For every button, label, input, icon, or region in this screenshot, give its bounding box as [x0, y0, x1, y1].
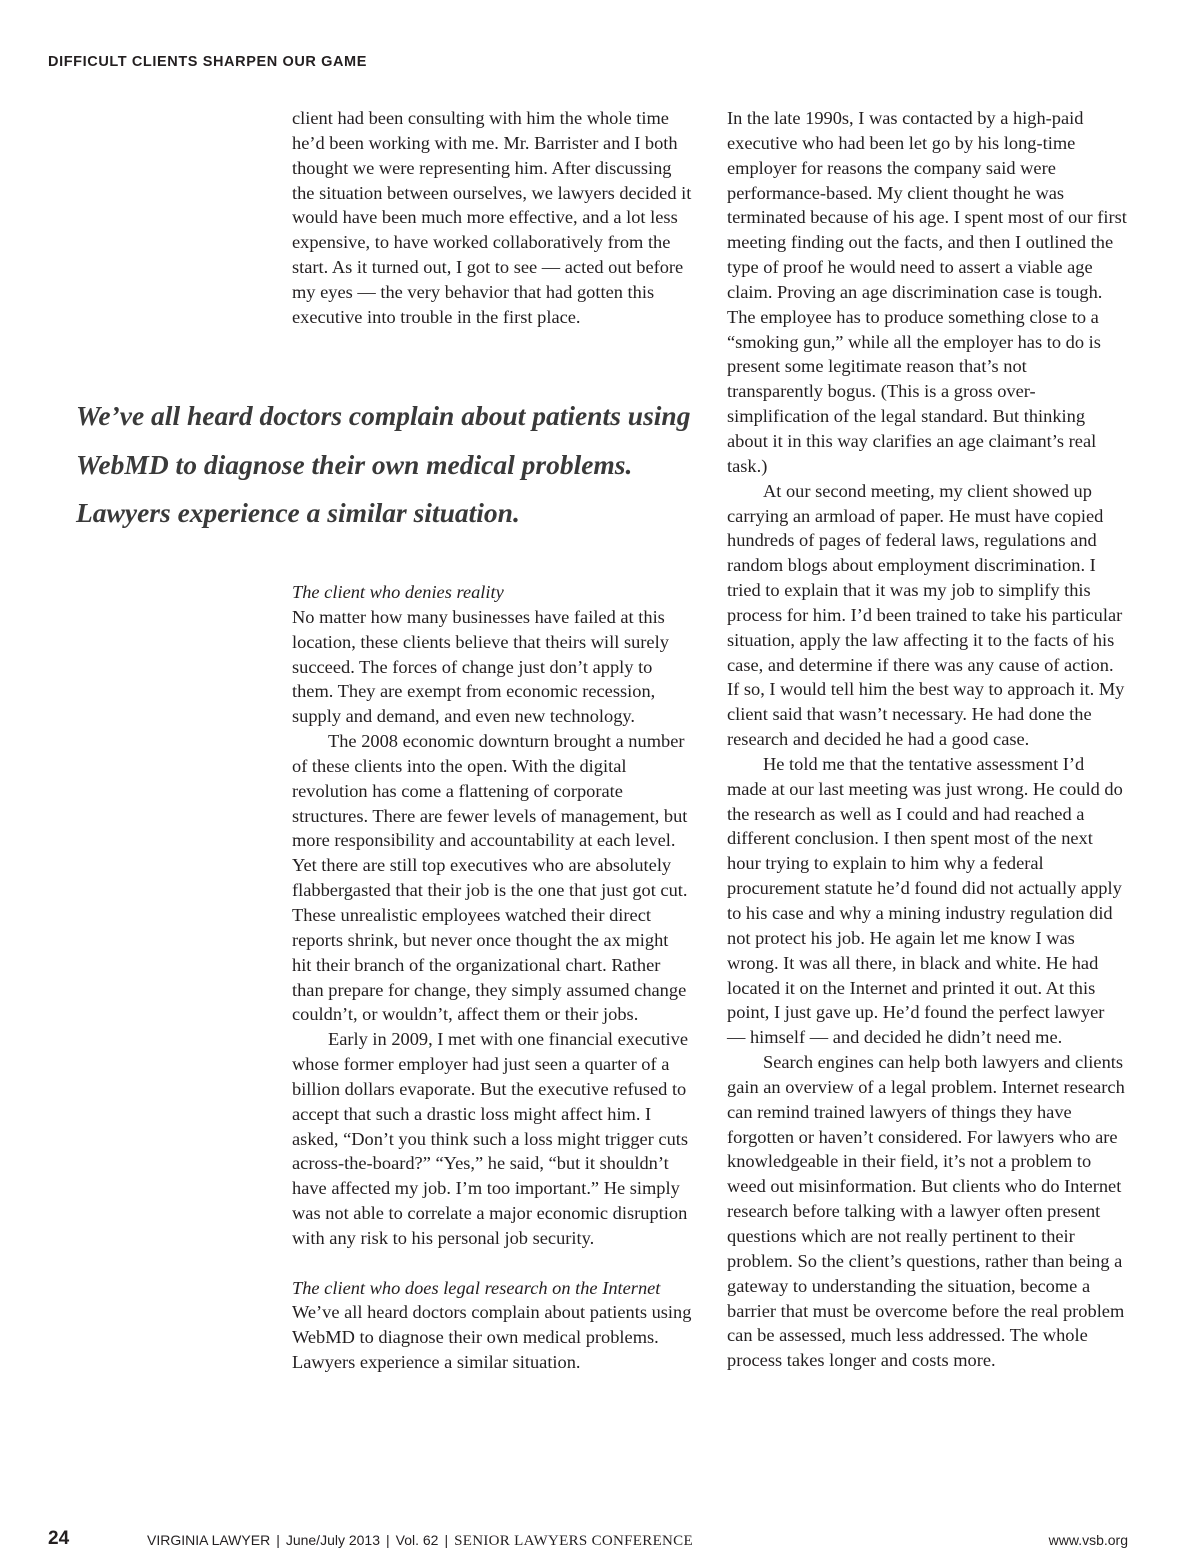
section-heading-internet-research: The client who does legal research on the Internet — [292, 1277, 661, 1298]
issue-date: June/July 2013 — [285, 1532, 381, 1548]
separator: | — [276, 1532, 280, 1548]
paragraph: The 2008 economic downturn brought a number of these clients into the open. With the digital revolution has come a flattening of corporate structures. There are fewer levels of management, but more responsibility and accountability at each level. Yet there are still top executives who are absolutely flabbergasted that their job is the one that just got cut. These unrealistic employees watched their direct reports shrink, but never once thought the ax might hit their branch of the organizational chart. Rather than prepare for change, they simply assumed change couldn’t, or wouldn’t, affect them or their jobs. — [292, 731, 688, 1025]
column-left-top — [292, 106, 692, 330]
separator: | — [444, 1532, 449, 1548]
publication-line — [147, 1532, 693, 1550]
spacer — [292, 1251, 692, 1276]
section-name: SENIOR LAWYERS CONFERENCE — [454, 1533, 693, 1549]
page-number: 24 — [48, 1528, 70, 1549]
volume: Vol. 62 — [395, 1532, 439, 1548]
pull-quote: We’ve all heard doctors complain about patients using WebMD to diagnose their own medical problems. Lawyers experience a similar situation. — [76, 400, 691, 528]
page-footer — [48, 1528, 1128, 1554]
paragraph: Search engines can help both lawyers and clients gain an overview of a legal problem. Internet research can remind trained lawyers of things they have forgotten or haven’t considered. For lawyers who are knowledgeable in their field, it’s not a problem to weed out misinformation. But clients who do Internet research before talking with a lawyer often present questions which are not really pertinent to their problem. So the client’s questions, rather than being a gateway to understanding the situation, become a barrier that must be overcome before the real problem can be assessed, much less addressed. The whole process takes longer and costs more. — [727, 1052, 1125, 1371]
paragraph: client had been consulting with him the whole time he’d been working with me. Mr. Barrister and I both thought we were representing him. After discussing the situation between ourselves, we lawyers decided it would have been much more effective, and a lot less expensive, to have worked collaboratively from the start. As it turned out, I got to see — acted out before my eyes — the very behavior that had gotten this executive into trouble in the first place. — [292, 108, 692, 327]
paragraph: Early in 2009, I met with one financial executive whose former employer had just seen a quarter of a billion dollars evaporate. But the executive refused to accept that such a drastic loss might affect him. I asked, “Don’t you think such a loss might trigger cuts across-the-board?” “Yes,” he said, “but it shouldn’t have affected my job. I’m too important.” He simply was not able to correlate a major economic disruption with any risk to his personal job security. — [292, 1029, 689, 1248]
paragraph: In the late 1990s, I was contacted by a high-paid executive who had been let go by his long-time employer for reasons the company said were performance-based. My client thought he was terminated because of his age. I spent most of our first meeting finding out the facts, and then I outlined the type of proof he would need to assert a viable age claim. Proving an age discrimination case is tough. The employee has to produce something close to a “smoking gun,” while all the employer has to do is present some legitimate reason that’s not transparently bogus. (This is a gross over-simplification of the legal standard. But thinking about it in this way clarifies an age claimant’s real task.) — [727, 108, 1127, 476]
column-right — [727, 106, 1127, 1373]
column-left-main — [292, 580, 692, 1375]
section-heading-denies-reality: The client who denies reality — [292, 582, 504, 602]
separator: | — [386, 1532, 390, 1548]
paragraph: At our second meeting, my client showed up carrying an armload of paper. He must have copied hundreds of pages of federal laws, regulations and random blogs about employment discrimination. I tried to explain that it was my job to simplify this process for him. I’d been trained to take his particular situation, apply the law affecting it to the facts of his case, and determine if there was any cause of action. If so, I would tell him the best way to approach it. My client said that wasn’t necessary. He had done the research and decided he had a good case. — [727, 480, 1125, 750]
running-head: DIFFICULT CLIENTS SHARPEN OUR GAME — [48, 54, 367, 70]
paragraph: We’ve all heard doctors complain about patients using WebMD to diagnose their own medical problems. Lawyers experience a similar situation. — [292, 1302, 692, 1373]
paragraph: No matter how many businesses have failed at this location, these clients believe that theirs will surely succeed. The forces of change just don’t apply to them. They are exempt from economic recession, supply and demand, and even new technology. — [292, 606, 669, 727]
publication-name: VIRGINIA LAWYER — [147, 1532, 271, 1548]
website-link[interactable]: www.vsb.org — [1048, 1532, 1128, 1548]
paragraph: He told me that the tentative assessment I’d made at our last meeting was just wrong. He could do the research as well as I could and had reached a different conclusion. I then spent most of the next hour trying to explain to him why a federal procurement statute he’d found did not actually apply to his case and why a mining industry regulation did not protect his job. He again let me know I was wrong. It was all there, in black and white. He had located it on the Internet and printed it out. At this point, I just gave up. He’d found the perfect lawyer — himself — and decided he didn’t need me. — [727, 753, 1123, 1048]
